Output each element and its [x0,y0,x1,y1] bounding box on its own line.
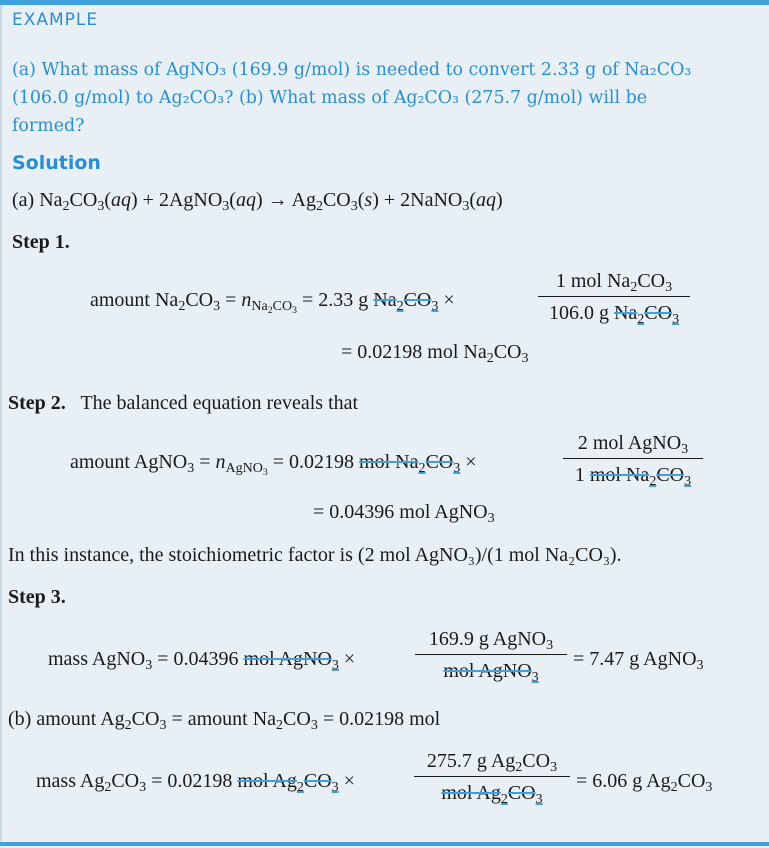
ag2co3-molar-mass: 275.7 [426,750,472,772]
bottom-rule [0,842,769,846]
top-rule [0,0,769,5]
step1-fraction: 1 mol $Na_2CO_3$ 106.0 g $Na_2CO_3$ [538,268,690,326]
fraction-bar [538,296,690,297]
part-b-mass-equation: mass $Ag_2CO_3 = 0.02198$ mol $Ag_2CO_3$ × [36,770,355,796]
question-line-2: (106.0 g/mol) to Ag₂CO₃? (b) What mass of Ag₂CO₃ (275.7 g/mol) will be [12,88,647,108]
ag2co3-mass: 6.06 [592,770,628,792]
agno3-moles-2: 0.04396 [173,648,239,670]
step3-label: Step 3. [8,586,66,608]
na2co3-mass: 2.33 [318,289,354,311]
left-rule [0,5,2,842]
step1-result: = 0.02198 mol $Na_2CO_3$ [341,341,529,367]
step3-result: = 7.47 g AgNO$_3$ [573,648,704,674]
step2-text: The balanced equation reveals that [80,392,359,414]
fraction-bar [415,654,567,655]
step3-equation: mass AgNO$_3$ = 0.04396 mol AgNO$_3$ × [48,648,356,674]
na2co3-moles: 0.02198 [357,341,423,363]
question-text [12,56,764,140]
na2co3-moles-2: 0.02198 [289,451,355,473]
step2-line [8,391,358,415]
na2co3-molar-mass: 106.0 [548,302,594,325]
part-b-result: = 6.06 g $Ag_2CO_3$ [576,770,713,796]
fraction-bar [563,458,703,459]
mole-ratio-numerator: 2 [577,432,588,454]
step1-label: Step 1. [12,231,70,253]
question-line-1: (a) What mass of AgNO₃ (169.9 g/mol) is needed to convert 2.33 g of Na₂CO₃ [12,60,692,80]
agno3-mass: 7.47 [589,648,625,670]
example-label: EXAMPLE [12,10,99,30]
step2-label: Step 2. [8,392,66,414]
na2co3-moles-3: 0.02198 [339,708,405,730]
solution-label: Solution [12,152,101,174]
step3-fraction: 169.9 g AgNO$_3$ mol AgNO$_3$ [415,626,567,684]
na2co3-moles-4: 0.02198 [167,770,233,792]
agno3-moles: 0.04396 [329,501,395,523]
part-b-fraction: 275.7 g $Ag_2CO_3$ mol $Ag_2CO_3$ [414,748,570,806]
stoichiometric-factor-note: In this instance, the stoichiometric factor is (2 mol AgNO₃)/(1 mol Na₂CO₃). [8,544,622,566]
step2-equation: amount AgNO$_3$ = $n_{AgNO_3} = 0.02198$ mol $Na_2CO_3$ × [70,451,477,479]
fraction-bar [414,776,570,777]
question-line-3: formed? [12,116,85,136]
step1-fraction-numerator: 1 [555,270,566,292]
part-b-equation: (b) amount $Ag_2CO_3$ = amount $Na_2CO_3 = 0.02198$ mol [8,708,441,734]
step2-fraction: 2 mol AgNO$_3$ 1 mol $Na_2CO_3$ [563,430,703,488]
step2-result: = 0.04396 mol AgNO$_3$ [313,501,495,527]
mole-ratio-denominator: 1 [574,464,585,487]
step1-equation: amount $Na_2CO_3 = n_{Na_2CO_3} = 2.33$ g $Na_2CO_3$ × [90,289,455,317]
agno3-molar-mass: 169.9 [428,628,474,650]
balanced-equation: (a) $Na_2CO_3(aq)$ + 2AgNO$_3$(aq) → $Ag_2CO_3(s)$ + 2NaNO$_3$(aq) [12,189,503,215]
